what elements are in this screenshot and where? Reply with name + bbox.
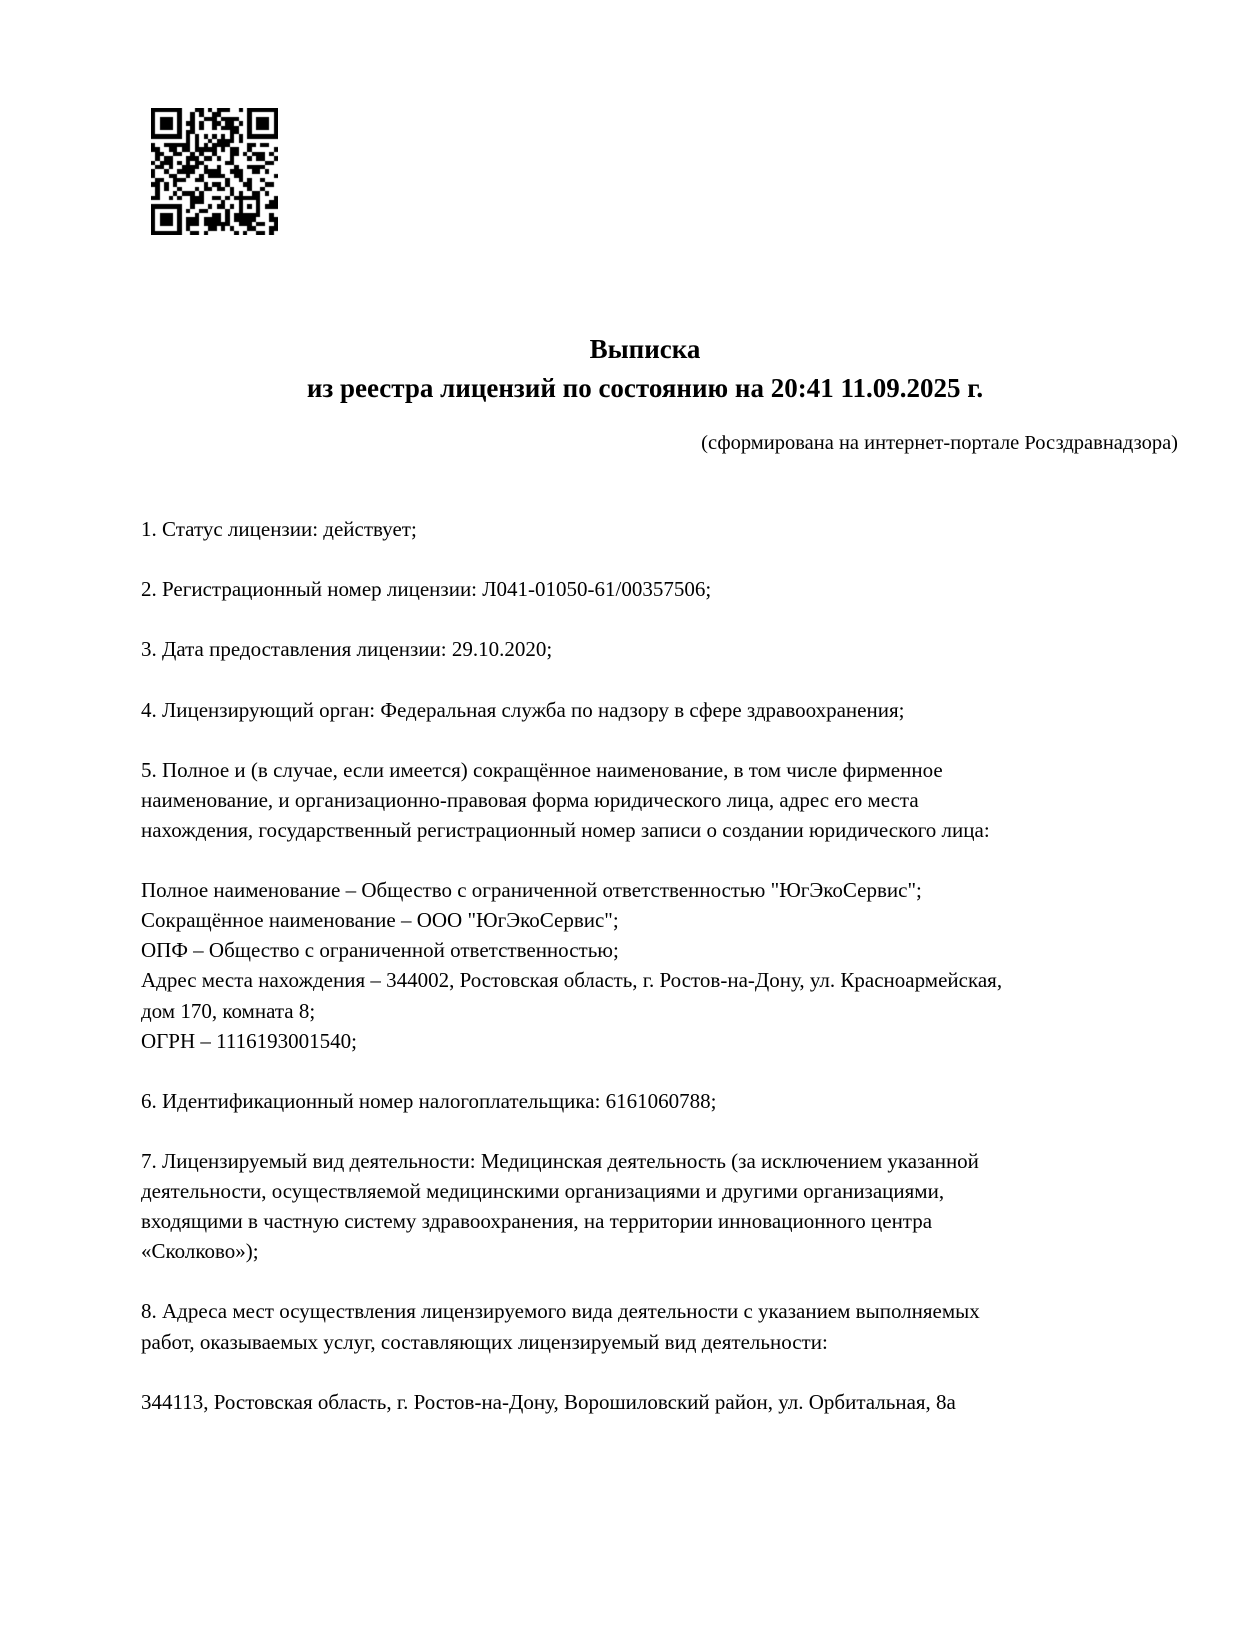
paragraph	[141, 695, 1141, 725]
text-line: 3. Дата предоставления лицензии: 29.10.2020;	[141, 637, 553, 662]
title-line-1: Выписка	[589, 334, 701, 364]
text-line: 344113, Ростовская область, г. Ростов-на-Дону, Ворошиловский район, ул. Орбитальная, 8а	[141, 1389, 956, 1414]
text-line: 5. Полное и (в случае, если имеется) сокращённое наименование, в том числе фирменное	[141, 757, 943, 782]
title-line-2: из реестра лицензий по состоянию на 20:41 11.09.2025 г.	[306, 373, 984, 403]
paragraph	[141, 634, 1141, 664]
paragraph	[141, 574, 1141, 604]
paragraph	[141, 1086, 1141, 1116]
text-line: Полное наименование – Общество с ограниченной ответственностью "ЮгЭкоСервис";	[141, 878, 922, 903]
text-line: входящими в частную систему здравоохранения, на территории инновационного центра	[141, 1209, 933, 1234]
text-line: 1. Статус лицензии: действует;	[141, 517, 417, 541]
text-line: 6. Идентификационный номер налогоплательщика: 6161060788;	[141, 1088, 717, 1113]
text-line: дом 170, комната 8;	[141, 998, 316, 1023]
paragraph	[141, 1146, 1141, 1266]
qr-code-icon	[151, 108, 278, 235]
paragraph	[141, 875, 1141, 1056]
text-line: «Сколково»);	[141, 1239, 259, 1264]
text-line: деятельности, осуществляемой медицинскими организациями и другими организациями,	[141, 1179, 945, 1204]
text-line: наименование, и организационно-правовая форма юридического лица, адрес его места	[141, 787, 919, 812]
text-line: 2. Регистрационный номер лицензии: Л041-01050-61/00357506;	[141, 577, 712, 602]
subtitle-portal-note: (сформирована на интернет-портале Росздравнадзора)	[701, 432, 1178, 454]
text-line: Адрес места нахождения – 344002, Ростовская область, г. Ростов-на-Дону, ул. Красноармейская,	[141, 968, 1003, 993]
paragraph	[141, 755, 1141, 845]
paragraph	[141, 1296, 1141, 1356]
paragraph	[141, 514, 1141, 544]
text-line: 4. Лицензирующий орган: Федеральная служба по надзору в сфере здравоохранения;	[141, 697, 905, 722]
paragraph	[141, 1387, 1141, 1417]
text-line: 7. Лицензируемый вид деятельности: Медицинская деятельность (за исключением указанной	[141, 1148, 979, 1173]
text-line: работ, оказываемых услуг, составляющих лицензируемый вид деятельности:	[141, 1329, 828, 1354]
text-line: Сокращённое наименование – ООО "ЮгЭкоСервис";	[141, 908, 619, 933]
text-line: нахождения, государственный регистрационный номер записи о создании юридического лица:	[141, 817, 990, 842]
document-body	[141, 514, 1141, 1447]
text-line: ОГРН – 1116193001540;	[141, 1028, 357, 1053]
text-line: ОПФ – Общество с ограниченной ответственностью;	[141, 938, 619, 963]
text-line: 8. Адреса мест осуществления лицензируемого вида деятельности с указанием выполняемых	[141, 1299, 980, 1324]
page-title	[140, 330, 1150, 408]
